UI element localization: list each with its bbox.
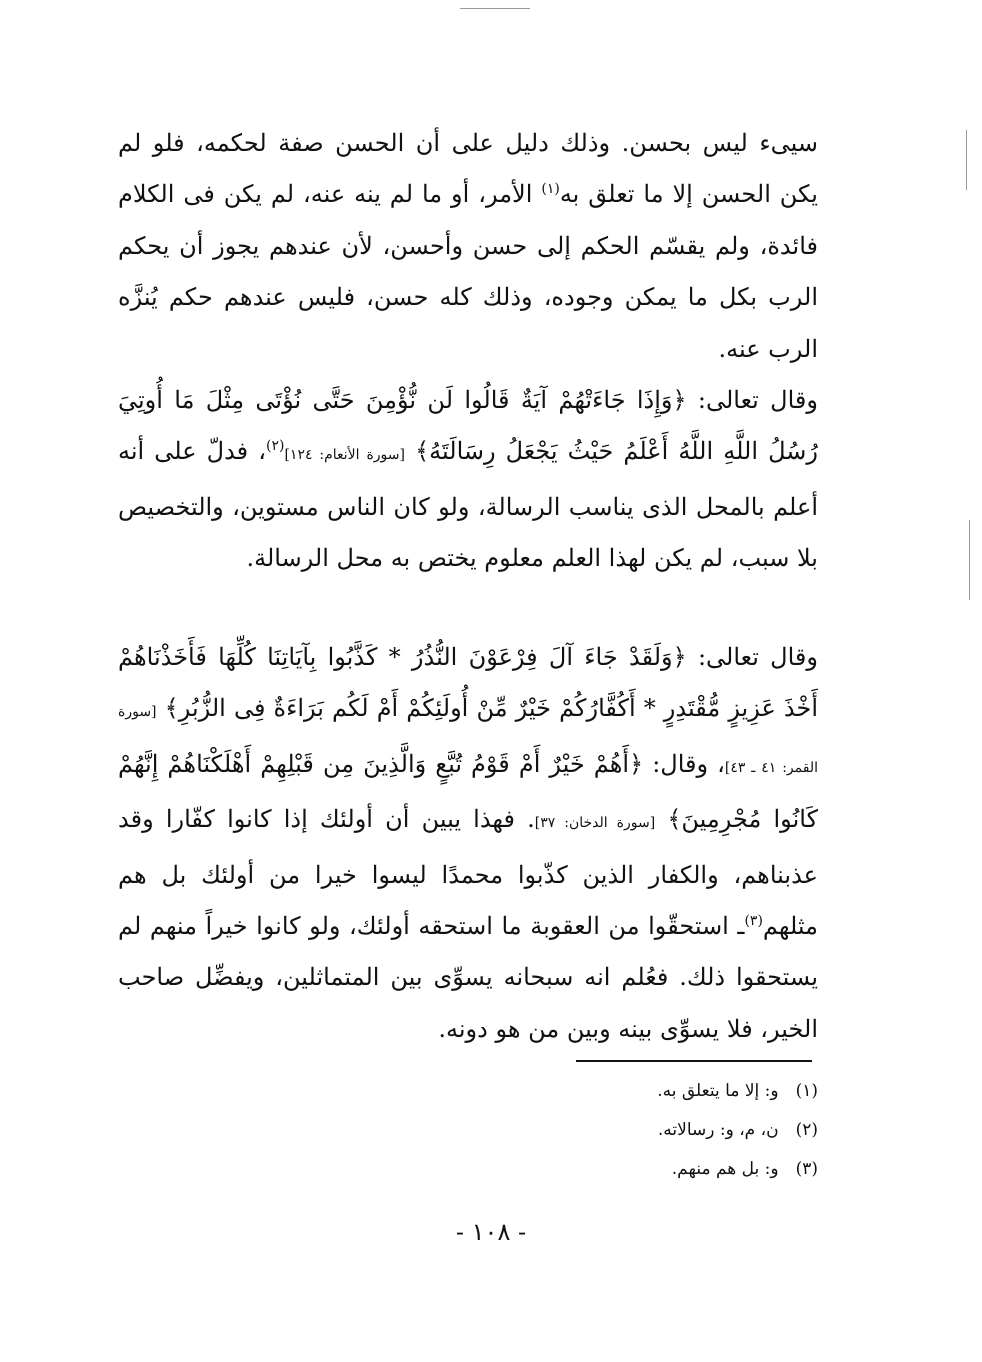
footnote-3 bbox=[420, 1150, 818, 1189]
footnote-2-text: ن، م، و: رسالاته. bbox=[657, 1120, 779, 1140]
surah-reference-qamar: [سورة القمر: ٤١ ـ ٤٣] bbox=[118, 704, 818, 776]
surah-reference-dukhan: [سورة الدخان: ٣٧] bbox=[534, 815, 656, 832]
footnote-2 bbox=[420, 1111, 818, 1150]
main-text bbox=[118, 118, 818, 1043]
paragraph-1 bbox=[118, 118, 818, 375]
page-number: - ١٠٨ - bbox=[455, 1218, 527, 1246]
scan-mark-top bbox=[460, 8, 530, 9]
footnote-ref-1: (١) bbox=[541, 181, 560, 198]
scan-mark-right-2 bbox=[969, 520, 970, 600]
footnote-2-number: (٢) bbox=[795, 1120, 818, 1140]
quran-verse-qamar: وقال تعالى: ﴿وَلَقَدْ جَاءَ آلَ فِرْعَوْنَ النُّذُرُ * كَذَّبُوا بِآيَاتِنَا كُلِّهَا فَأَخَذْنَاهُمْ أَخْذَ عَزِيزٍ مُّقْتَدِرٍ * أَكُفَّارُكُمْ خَيْرٌ مِّنْ أُولَئِكُمْ أَمْ لَكُم بَرَاءَةٌ فِى الزُّبُرِ﴾ bbox=[118, 643, 818, 723]
paragraph-1-text-a: سيىء ليس بحسن. وذلك دليل على أن الحسن صفة لحكمه، فلو لم يكن الحسن إلا ما تعلق به bbox=[118, 129, 818, 209]
surah-reference-anam: [سورة الأنعام: ١٢٤] bbox=[284, 447, 405, 464]
paragraph-2-text-b: ، فدلّ على أنه أعلم بالمحل الذى يناسب الرسالة، ولو كان الناس مستوين، والتخصيص بلا سبب، لم يكن لهذا العلم معلوم يختص به محل الرسالة. bbox=[118, 437, 818, 573]
footnote-3-text: و: بل هم منهم. bbox=[671, 1159, 779, 1179]
footnote-1-text: و: إلا ما يتعلق به. bbox=[657, 1081, 779, 1101]
paragraph-2 bbox=[118, 375, 818, 632]
footnote-1 bbox=[420, 1072, 818, 1111]
footnote-ref-2: (٢) bbox=[265, 438, 285, 455]
paragraph-3-text-c: ـ استحقّوا من العقوبة ما استحقه أولئك، ولو كانوا خيراً منهم لم يستحقوا ذلك. فعُلم انه سبحانه يسوِّى بين المتماثلين، ويفضِّل صاحب الخير، فلا يسوِّى بينه وبين من هو دونه. bbox=[118, 912, 818, 1043]
footnote-ref-3: (٣) bbox=[744, 913, 763, 930]
footnotes bbox=[420, 1072, 818, 1189]
footnote-separator bbox=[576, 1060, 812, 1062]
paragraph-1-text-b: الأمر، أو ما لم ينه عنه، لم يكن فى الكلام فائدة، ولم يقسّم الحكم إلى حسن وأحسن، لأن عندهم يجوز أن يحكم الرب بكل ما يمكن وجوده، وذلك كله حسن، فليس عندهم حكم يُنزَّه الرب عنه. bbox=[118, 180, 818, 363]
scan-mark-right bbox=[966, 130, 967, 190]
footnote-3-number: (٣) bbox=[795, 1159, 818, 1179]
footnote-1-number: (١) bbox=[795, 1081, 818, 1101]
paragraph-3-text-b: . فهذا يبين أن أولئك إذا كانوا كفّارا وقد عذبناهم، والكفار الذين كذّبوا محمدًا ليسوا خيرا من أولئك بل هم مثلهم bbox=[118, 805, 818, 941]
quran-verse-anam: وقال تعالى: ﴿وَإِذَا جَاءَتْهُمْ آيَةٌ قَالُوا لَن نُّؤْمِنَ حَتَّى نُؤْتَى مِثْلَ مَا أُوتِيَ رُسُلُ اللَّهِ اللَّهُ أَعْلَمُ حَيْثُ يَجْعَلُ رِسَالَتَهُ﴾ bbox=[118, 386, 818, 466]
quran-verse-dukhan: ، وقال: ﴿أَهُمْ خَيْرٌ أَمْ قَوْمُ تُبَّعٍ وَالَّذِينَ مِن قَبْلِهِمْ أَهْلَكْنَاهُمْ إِنَّهُمْ كَانُوا مُجْرِمِينَ﴾ bbox=[118, 749, 818, 834]
paragraph-3 bbox=[118, 632, 818, 1043]
